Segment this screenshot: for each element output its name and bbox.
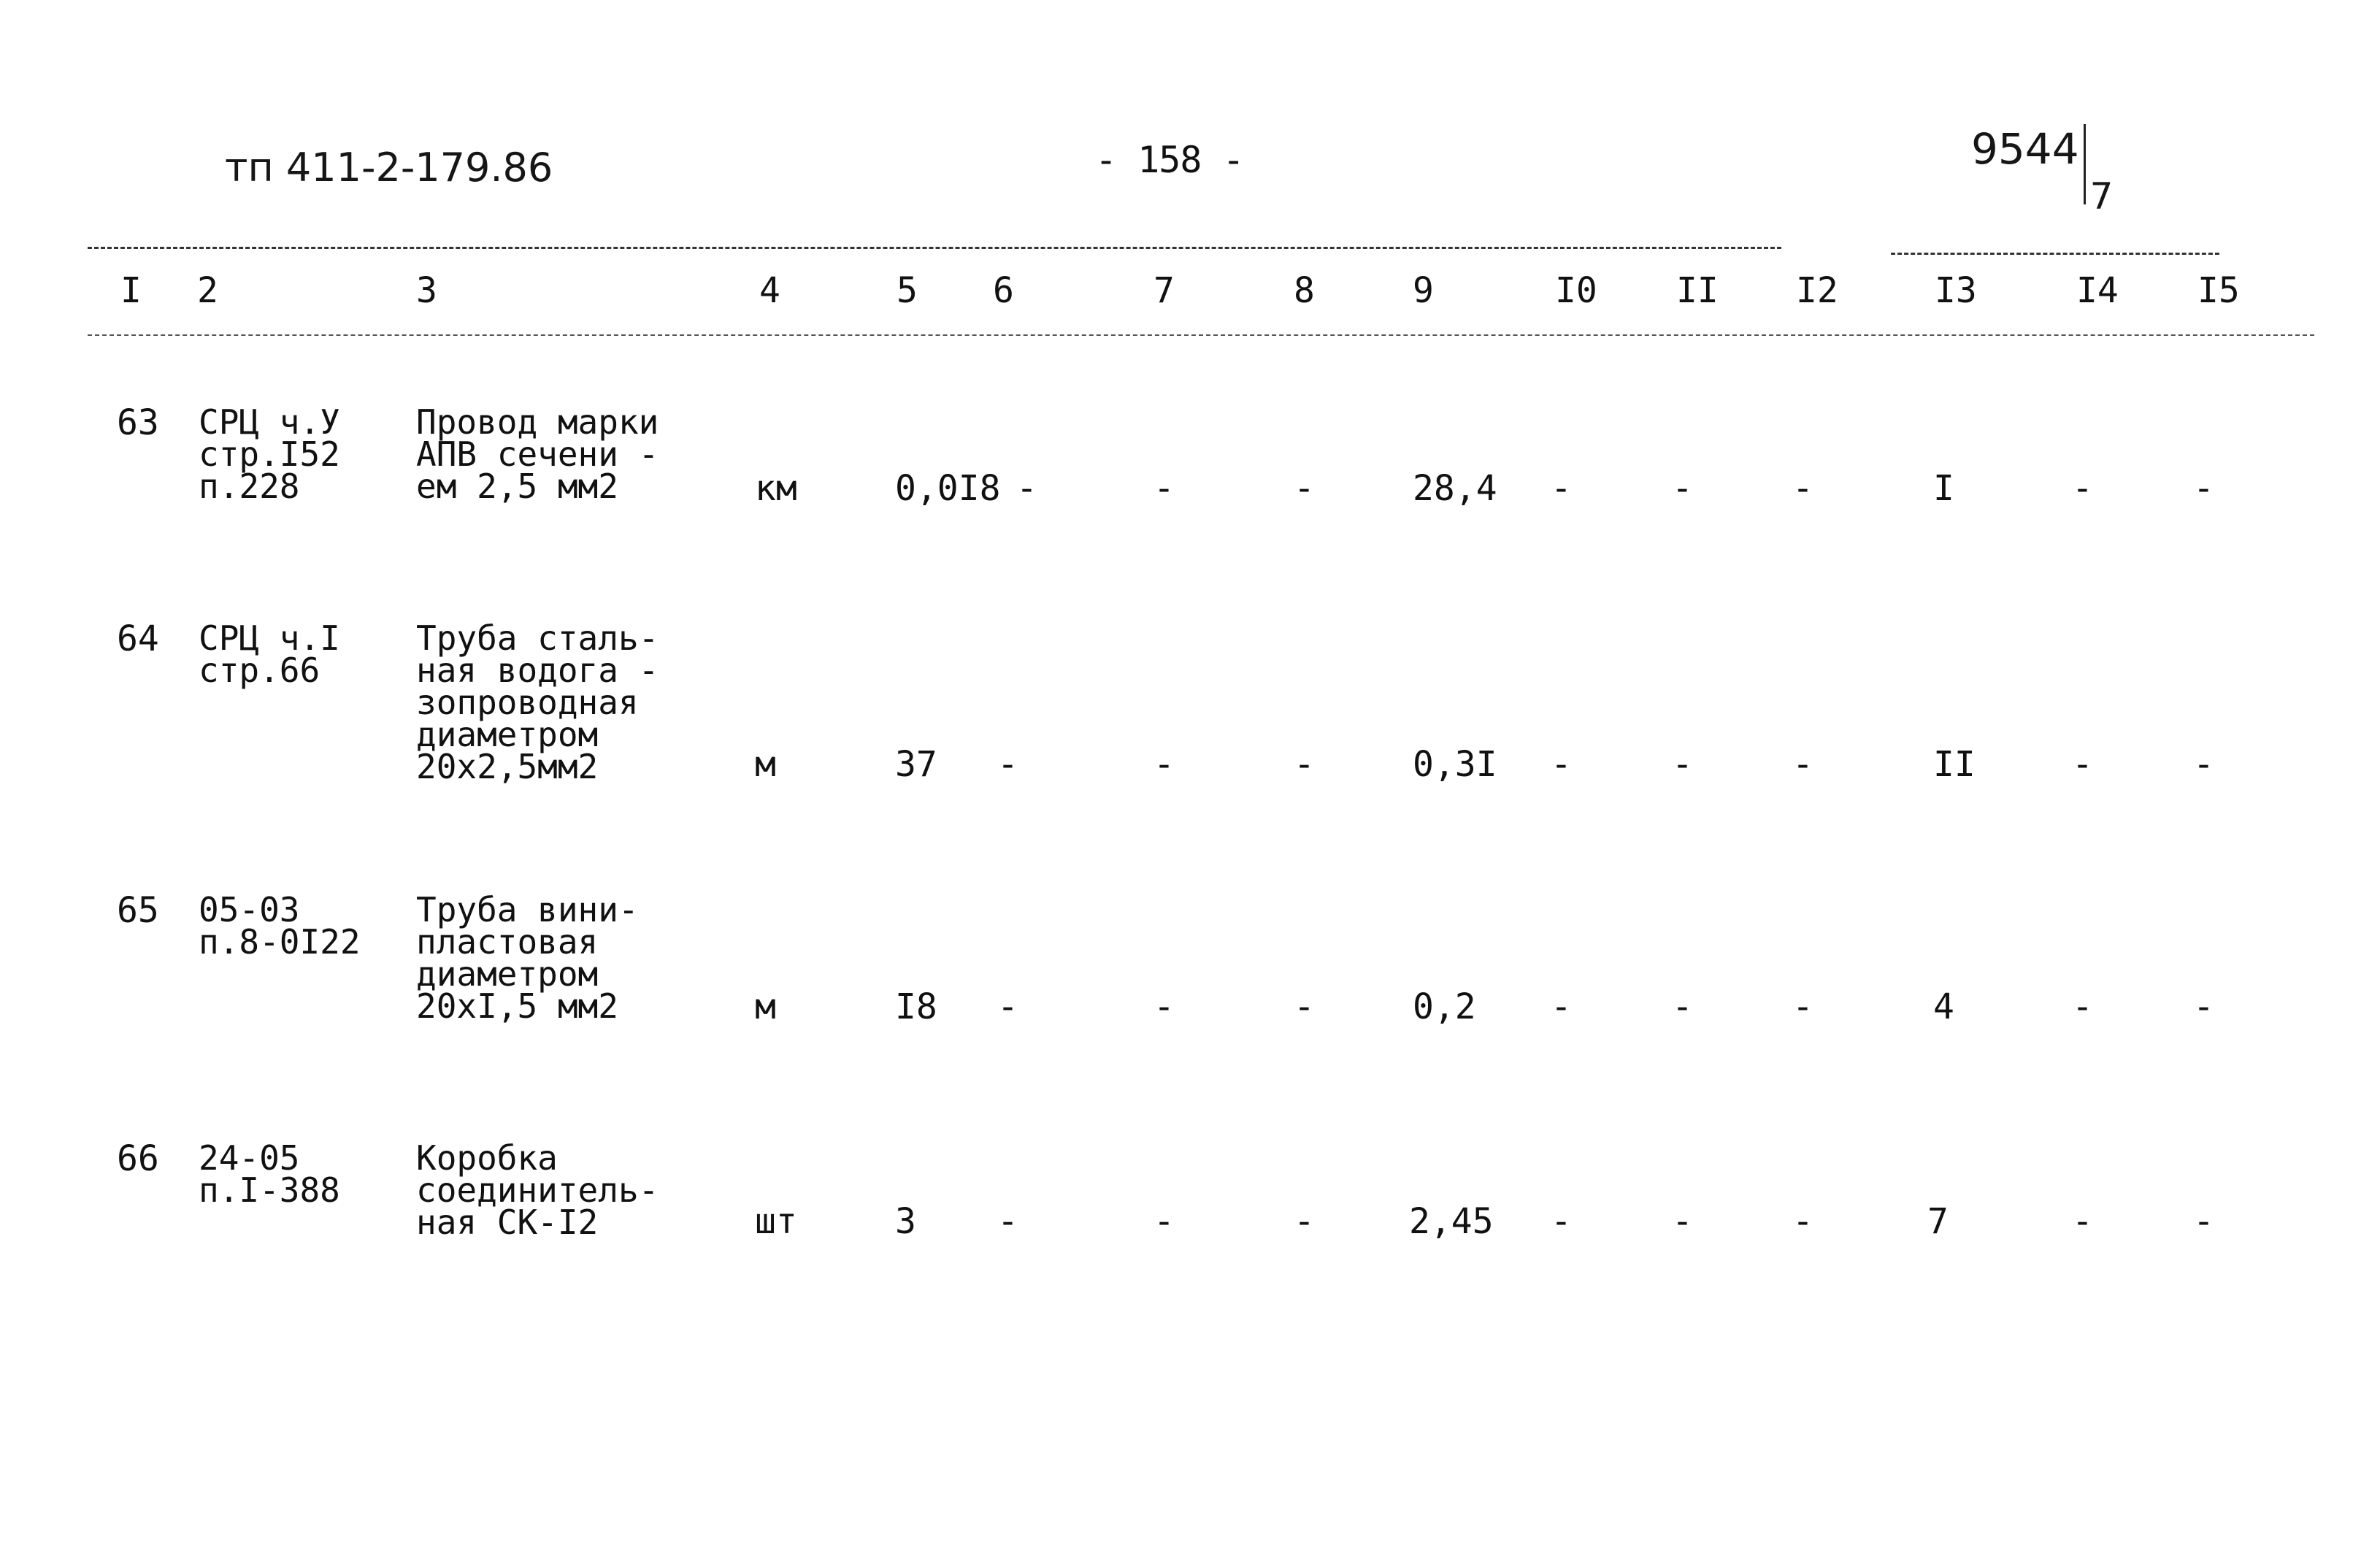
archive-number-main: 9544	[1971, 124, 2079, 174]
row-col6: -	[997, 986, 1018, 1027]
row-col11: -	[1672, 986, 1693, 1027]
row-col9: 2,45	[1409, 1201, 1494, 1242]
row-col14: -	[2072, 744, 2093, 785]
row-col11: -	[1672, 1201, 1693, 1242]
row-col13: 4	[1933, 986, 1954, 1027]
row-description: Труба вини- пластовая диаметром 20хI,5 мм2	[416, 890, 639, 1026]
row-col8: -	[1294, 986, 1315, 1027]
col-header-7: 7	[1153, 270, 1175, 311]
col-header-1: I	[120, 270, 142, 311]
row-col10: -	[1551, 744, 1572, 785]
row-col15: -	[2193, 468, 2214, 509]
archive-number-separator	[2084, 124, 2086, 204]
col-header-11: II	[1676, 270, 1719, 311]
row-col9: 0,2	[1413, 986, 1476, 1027]
row-reference: СРЦ ч.I стр.66	[199, 618, 340, 690]
row-col7: -	[1153, 744, 1175, 785]
top-rule-right	[1891, 253, 2219, 255]
archive-number	[1971, 124, 2114, 218]
row-col11: -	[1672, 468, 1693, 509]
col-header-5: 5	[897, 270, 918, 311]
page-number: - 158 -	[1095, 139, 1244, 181]
row-col14: -	[2072, 1201, 2093, 1242]
row-col10: -	[1551, 468, 1572, 509]
col-header-2: 2	[197, 270, 218, 311]
row-col13: 7	[1927, 1201, 1949, 1242]
row-col14: -	[2072, 468, 2093, 509]
row-reference: 05-03 п.8-0I22	[199, 890, 361, 962]
row-col5: 37	[895, 744, 937, 785]
row-col12: -	[1792, 744, 1813, 785]
row-col7: -	[1153, 986, 1175, 1027]
col-header-8: 8	[1294, 270, 1315, 311]
row-col14: -	[2072, 986, 2093, 1027]
row-number: 65	[117, 890, 159, 931]
col-header-3: 3	[416, 270, 437, 311]
row-col5: 0,0I8	[895, 468, 1001, 509]
row-col12: -	[1792, 1201, 1813, 1242]
row-number: 64	[117, 618, 159, 659]
row-col13: I	[1933, 468, 1954, 509]
row-col6: -	[997, 1201, 1018, 1242]
row-col12: -	[1792, 468, 1813, 509]
row-description: Коробка соединитель- ная СК-I2	[416, 1138, 659, 1242]
col-header-13: I3	[1935, 270, 1977, 311]
row-unit: м	[755, 986, 776, 1027]
col-header-14: I4	[2076, 270, 2119, 311]
top-rule	[88, 247, 1781, 249]
row-col8: -	[1294, 1201, 1315, 1242]
row-col5: 3	[895, 1201, 916, 1242]
row-description: Провод марки АПВ сечени - ем 2,5 мм2	[416, 402, 659, 506]
row-col10: -	[1551, 986, 1572, 1027]
col-header-12: I2	[1796, 270, 1838, 311]
row-col9: 28,4	[1413, 468, 1497, 509]
row-number: 66	[117, 1138, 159, 1179]
row-unit: км	[755, 468, 797, 509]
col-header-9: 9	[1413, 270, 1434, 311]
row-col8: -	[1294, 744, 1315, 785]
row-col12: -	[1792, 986, 1813, 1027]
row-reference: СРЦ ч.У стр.I52 п.228	[199, 402, 340, 506]
archive-sheet: 7	[2089, 175, 2114, 218]
row-col13: II	[1933, 744, 1976, 785]
col-header-15: I5	[2197, 270, 2240, 311]
row-col15: -	[2193, 744, 2214, 785]
row-unit: шт	[755, 1201, 797, 1242]
row-col8: -	[1294, 468, 1315, 509]
col-header-10: I0	[1555, 270, 1597, 311]
row-unit: м	[755, 744, 776, 785]
row-col7: -	[1153, 1201, 1175, 1242]
row-description: Труба сталь- ная водога - зопроводная диаметром 20х2,5мм2	[416, 618, 659, 786]
row-col6: -	[1016, 468, 1037, 509]
row-number: 63	[117, 402, 159, 443]
row-col9: 0,3I	[1413, 744, 1497, 785]
row-col11: -	[1672, 744, 1693, 785]
row-col6: -	[997, 744, 1018, 785]
row-col5: I8	[895, 986, 937, 1027]
row-col15: -	[2193, 986, 2214, 1027]
document-code: тп 411-2-179.86	[225, 145, 553, 191]
header-bottom-rule	[88, 334, 2314, 336]
row-col7: -	[1153, 468, 1175, 509]
row-col15: -	[2193, 1201, 2214, 1242]
col-header-4: 4	[759, 270, 780, 311]
row-reference: 24-05 п.I-388	[199, 1138, 340, 1210]
col-header-6: 6	[993, 270, 1014, 311]
row-col10: -	[1551, 1201, 1572, 1242]
